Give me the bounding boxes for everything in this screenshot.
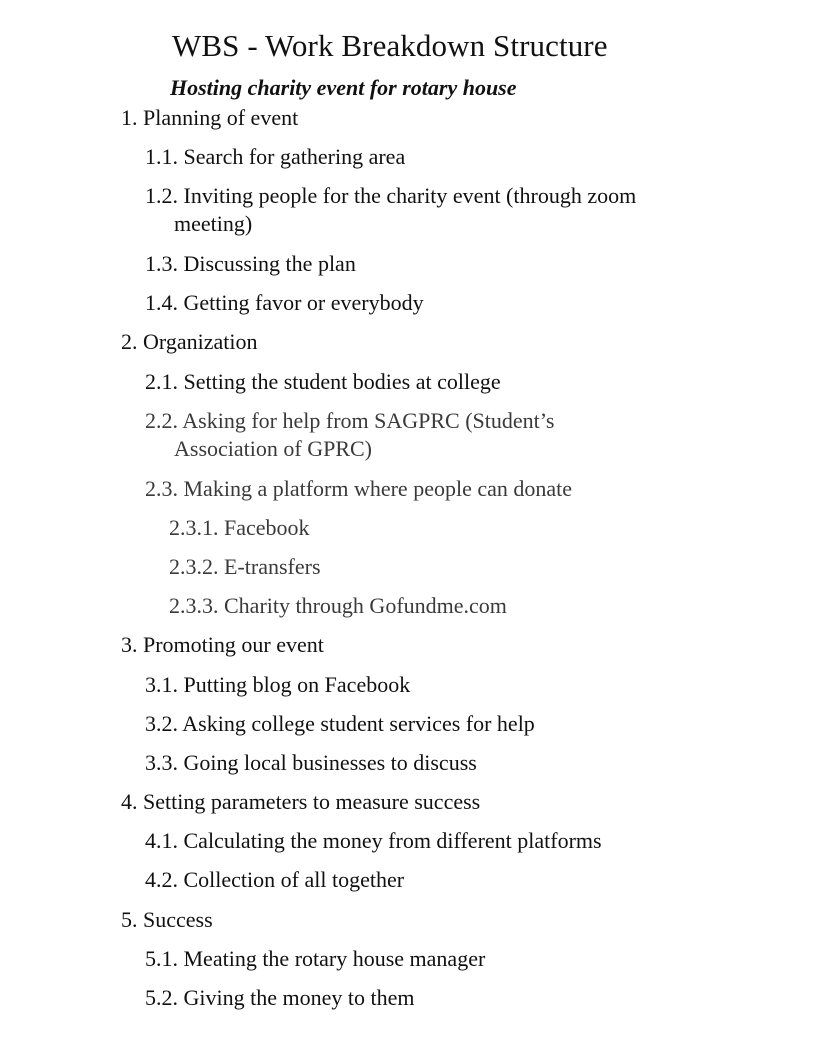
outline-number: 1.2. <box>145 183 178 208</box>
outline-label: Collection of all together <box>178 867 405 892</box>
outline-item <box>121 328 257 356</box>
outline-item <box>145 368 501 396</box>
outline-item <box>145 866 404 894</box>
outline-number: 1.4. <box>145 290 178 315</box>
outline-number: 2.1. <box>145 369 178 394</box>
outline-item <box>121 104 298 132</box>
outline-item-continuation: Association of GPRC) <box>174 436 372 461</box>
outline-number: 1.1. <box>145 144 178 169</box>
outline-number: 2.3.2. <box>169 554 219 579</box>
outline-label: Meating the rotary house manager <box>178 946 486 971</box>
outline-item-continuation: meeting) <box>174 211 253 236</box>
outline-number: 5.1. <box>145 946 178 971</box>
outline-label: Discussing the plan <box>178 251 356 276</box>
outline-item <box>145 671 410 699</box>
outline-label: Putting blog on Facebook <box>178 672 411 697</box>
outline-label: Giving the money to them <box>178 985 415 1010</box>
outline-label: Inviting people for the charity event (through zoom <box>178 183 637 208</box>
outline-label: Facebook <box>218 515 310 540</box>
outline-label: Setting the student bodies at college <box>178 369 501 394</box>
outline-item <box>145 143 405 171</box>
outline-number: 4.1. <box>145 828 178 853</box>
outline-label: Going local businesses to discuss <box>178 750 477 775</box>
outline-number: 2.2. <box>145 408 178 433</box>
outline-label: Success <box>137 907 213 932</box>
outline-item <box>121 906 213 934</box>
outline-number: 1.3. <box>145 251 178 276</box>
outline-item <box>169 592 507 620</box>
document-subtitle: Hosting charity event for rotary house <box>170 75 517 100</box>
outline-number: 3. <box>121 632 138 657</box>
outline-number: 3.3. <box>145 750 178 775</box>
outline-label: Asking for help from SAGPRC (Student’s <box>178 408 555 433</box>
outline-item <box>145 289 424 317</box>
outline-number: 2.3.3. <box>169 593 219 618</box>
outline-item <box>145 250 356 278</box>
outline-label: Making a platform where people can donate <box>178 476 573 501</box>
outline-number: 3.2. <box>145 711 178 736</box>
outline-number: 5. <box>121 907 138 932</box>
outline-number: 2.3.1. <box>169 515 219 540</box>
outline-label: Asking college student services for help <box>178 711 535 736</box>
outline-item <box>169 514 310 542</box>
outline-item <box>145 475 572 503</box>
outline-item <box>145 407 554 435</box>
outline-label: Setting parameters to measure success <box>137 789 481 814</box>
outline-number: 5.2. <box>145 985 178 1010</box>
outline-item <box>145 749 477 777</box>
outline-number: 4.2. <box>145 867 178 892</box>
outline-item <box>145 945 485 973</box>
outline-label: Organization <box>137 329 258 354</box>
outline-label: Charity through Gofundme.com <box>218 593 507 618</box>
outline-number: 2.3. <box>145 476 178 501</box>
outline-label: Calculating the money from different platforms <box>178 828 602 853</box>
outline-number: 2. <box>121 329 138 354</box>
outline-item <box>145 984 414 1012</box>
outline-item <box>121 788 480 816</box>
outline-item <box>121 631 324 659</box>
outline-item <box>145 182 636 210</box>
document-title: WBS - Work Breakdown Structure <box>172 28 608 63</box>
outline-item <box>145 827 602 855</box>
outline-number: 3.1. <box>145 672 178 697</box>
outline-number: 1. <box>121 105 138 130</box>
outline-label: E-transfers <box>218 554 321 579</box>
outline-label: Planning of event <box>137 105 299 130</box>
outline-label: Getting favor or everybody <box>178 290 424 315</box>
outline-label: Promoting our event <box>137 632 324 657</box>
outline-item <box>145 710 535 738</box>
outline-label: Search for gathering area <box>178 144 406 169</box>
outline-number: 4. <box>121 789 138 814</box>
outline-item <box>169 553 321 581</box>
